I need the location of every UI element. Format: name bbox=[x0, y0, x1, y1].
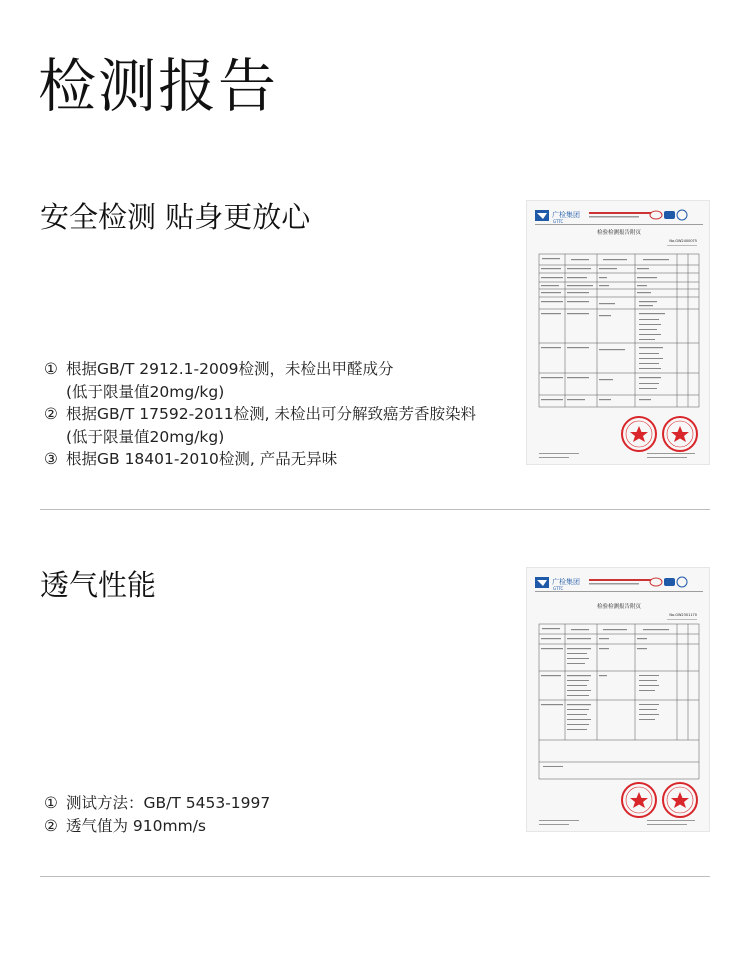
report-brand-sub: GTTC bbox=[553, 586, 564, 591]
safety-report-image bbox=[526, 200, 710, 465]
list-item bbox=[40, 403, 476, 426]
list-item bbox=[40, 792, 270, 815]
divider bbox=[40, 876, 710, 877]
item-text: 根据GB 18401-2010检测, 产品无异味 bbox=[66, 450, 338, 468]
report-brand: 广检集团 bbox=[552, 211, 580, 219]
report-brand: 广检集团 bbox=[552, 578, 580, 586]
page-title: 检测报告 bbox=[38, 52, 279, 120]
list-item bbox=[40, 426, 476, 449]
item-text: 透气值为 910mm/s bbox=[66, 816, 207, 835]
brand-logo-icon bbox=[535, 577, 549, 588]
report-number: No.GW2301170 bbox=[669, 613, 697, 617]
item-number: ① bbox=[44, 360, 58, 378]
item-text: 测试方法：GB/T 5453-1997 bbox=[66, 794, 271, 812]
item-text: 根据GB/T 2912.1-2009检测，未检出甲醛成分 bbox=[66, 360, 394, 378]
item-number: ② bbox=[44, 816, 58, 835]
item-text: (低于限量值20mg/kg) bbox=[66, 382, 225, 401]
report-number: No.GW2400075 bbox=[669, 239, 697, 243]
brand-logo-icon bbox=[535, 210, 549, 221]
item-number: ③ bbox=[44, 450, 58, 468]
breathability-heading: 透气性能 bbox=[40, 568, 157, 602]
item-number: ① bbox=[44, 794, 58, 812]
report-brand-sub: GTTC bbox=[553, 219, 564, 224]
report-title: 检验检测报告附页 bbox=[596, 230, 642, 236]
item-number: ② bbox=[44, 405, 58, 423]
safety-heading: 安全检测 贴身更放心 bbox=[40, 200, 311, 234]
report-title: 检验检测报告附页 bbox=[596, 604, 642, 610]
list-item bbox=[40, 358, 476, 381]
item-text: 根据GB/T 17592-2011检测, 未检出可分解致癌芳香胺染料 bbox=[66, 405, 476, 423]
divider bbox=[40, 509, 710, 510]
item-text: (低于限量值20mg/kg) bbox=[66, 427, 225, 446]
safety-list bbox=[40, 358, 476, 471]
breathability-report-image bbox=[526, 567, 710, 832]
breathability-list bbox=[40, 792, 270, 837]
list-item bbox=[40, 381, 476, 404]
list-item bbox=[40, 448, 476, 471]
list-item bbox=[40, 815, 270, 838]
